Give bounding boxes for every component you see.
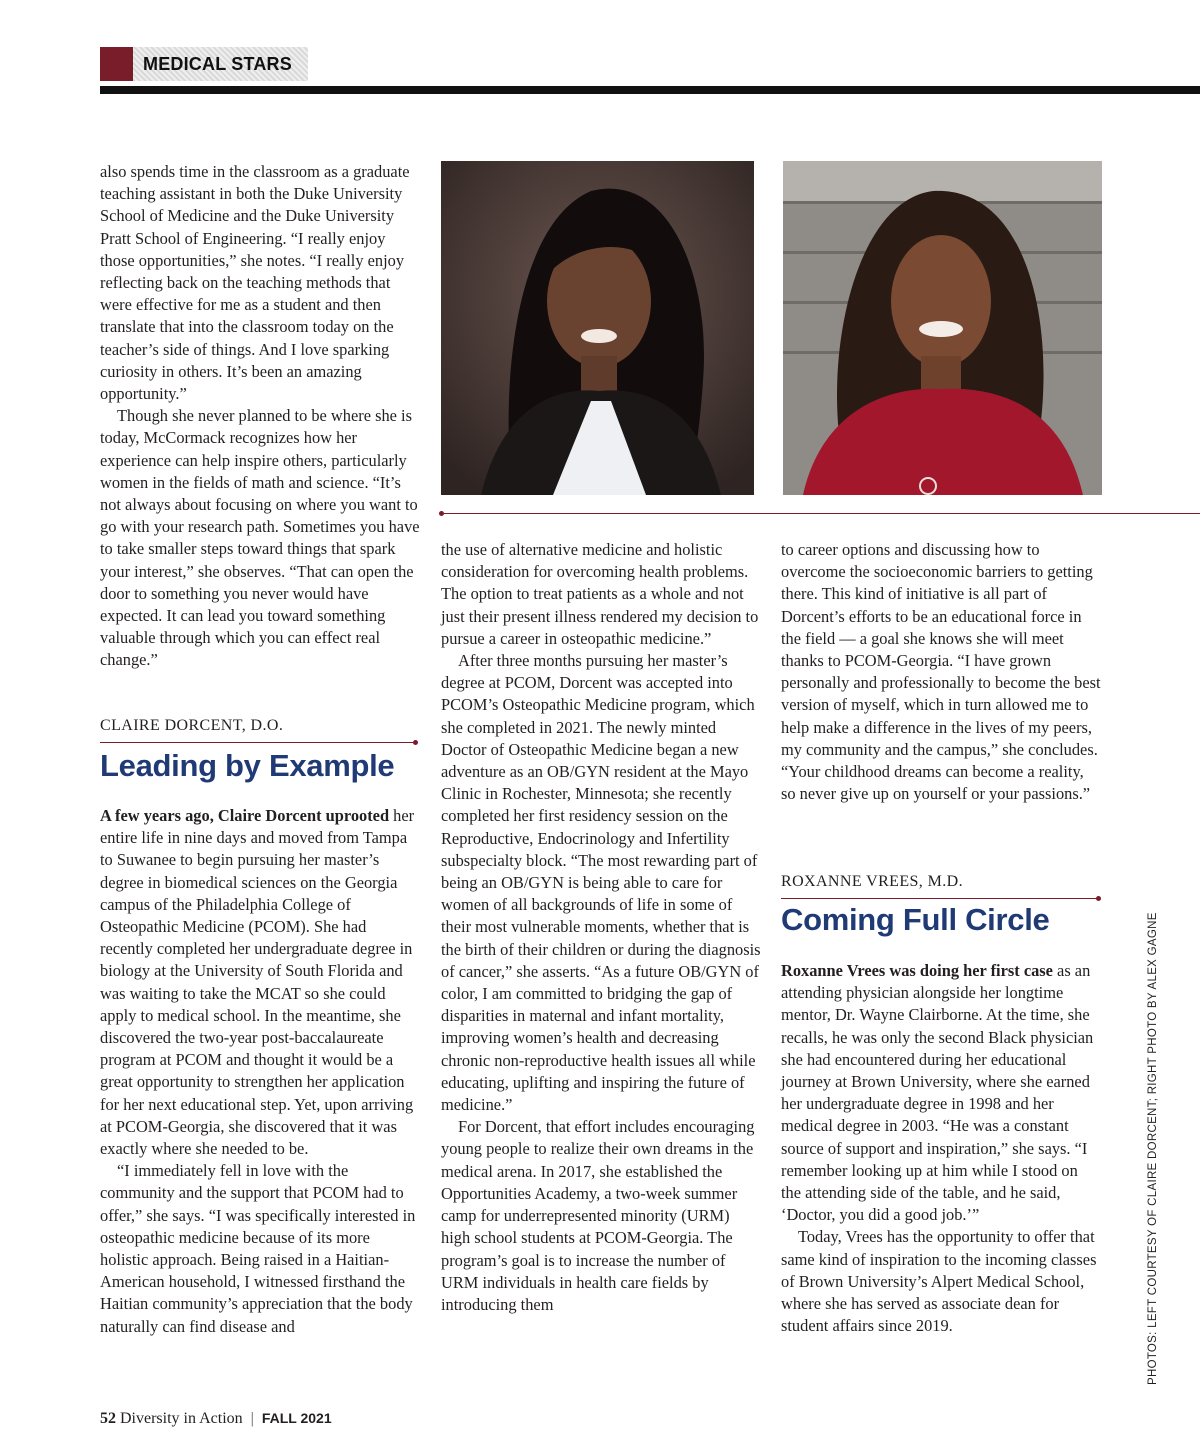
magazine-name: Diversity in Action — [120, 1410, 243, 1427]
article2-body — [781, 960, 1101, 1337]
page-number: 52 — [100, 1410, 116, 1427]
paragraph: For Dorcent, that effort includes encouraging young people to realize their own dreams in the medical arena. In 2017, she established the Opportunities Academy, a two-week summer camp for underrepresented minority (URM) high school students at PCOM-Georgia. The program’s goal is to increase the number of URM individuals in health care fields by introducing them — [441, 1117, 755, 1314]
article2-headline: Coming Full Circle — [781, 902, 1050, 937]
issue-date: FALL 2021 — [261, 1410, 332, 1426]
header-rule — [100, 86, 1200, 94]
article1-body-col2 — [441, 539, 761, 1316]
paragraph — [781, 960, 1101, 1226]
article2-rule — [781, 898, 1099, 899]
paragraph: the use of alternative medicine and holistic consideration for overcoming health problems. The option to treat patients as a whole and not just their present illness rendered my decision to pursue a career in osteopathic medicine.” — [441, 540, 759, 648]
portrait-illustration — [441, 161, 754, 495]
lead-text: her entire life in nine days and moved from Tampa to Suwanee to begin pursuing her master’s degree in biomedical sciences on the Georgia campus of the Philadelphia College of Osteopathic Medicine (PCOM). She had recently completed her undergraduate degree in biology at the University of South Florida and was waiting to take the MCAT so she could apply to medical school. In the meantime, she discovered the two-year post-baccalaureate program at PCOM and thought it would be a great opportunity to strengthen her application for her next educational step. Yet, upon arriving at PCOM-Georgia, she discovered that it was exactly where she needed to be. — [100, 806, 415, 1159]
portrait-illustration — [783, 161, 1102, 495]
section-label: MEDICAL STARS — [133, 47, 308, 81]
lead-text: as an attending physician alongside her longtime mentor, Dr. Wayne Clairborne. At the time, she recalls, he was only the second Black physician she had encountered during her educational journey at Brown University, where she earned her undergraduate degree in 1998 and her medical degree in 2003. “He was a constant source of support and inspiration,” she says. “I remember looking up at him while I stood on the attending side of the table, and he said, ‘Doctor, you did a good job.’” — [781, 961, 1094, 1225]
article2-kicker: ROXANNE VREES, M.D. — [781, 873, 963, 890]
footer-separator: | — [250, 1410, 254, 1427]
article1-body-col1 — [100, 805, 420, 1338]
paragraph: “I immediately fell in love with the community and the support that PCOM had to offer,” she says. “I was specifically interested in osteopathic medicine because of its more holistic approach. Being raised in a Haitian-American household, I witnessed firsthand the Haitian community’s appreciation that the body naturally can find disease and — [100, 1161, 416, 1336]
paragraph — [100, 805, 420, 1160]
article1-body-col3 — [781, 539, 1101, 805]
page-footer — [100, 1410, 332, 1428]
photo-claire-dorcent — [441, 161, 754, 495]
paragraph: also spends time in the classroom as a graduate teaching assistant in both the Duke University School of Medicine and the Duke University Pratt School of Engineering. “I really enjoy those opportunities,” she notes. “I really enjoy reflecting back on the teaching methods that were effective for me as a student and then translate that into the classroom today on the teacher’s side of things. And I love sparking curiosity in others. It’s been an amazing opportunity.” — [100, 162, 410, 404]
paragraph: Though she never planned to be where she is today, McCormack recognizes how her experience can help inspire others, particularly women in the fields of math and science. “It’s not always about focusing on where you want to go with your research path. Sometimes you have to take smaller steps toward things that spark your interest,” she observes. “That can open the door to something you never would have expected. It can lead you toward something valuable through which you can effect real change.” — [100, 406, 420, 670]
article1-rule — [100, 742, 416, 743]
lead-in: Roxanne Vrees was doing her first case — [781, 961, 1053, 980]
column1-continued-text — [100, 161, 420, 672]
photo-roxanne-vrees — [783, 161, 1102, 495]
lead-in: A few years ago, Claire Dorcent uprooted — [100, 806, 390, 825]
section-color-block — [100, 47, 133, 81]
paragraph: to career options and discussing how to overcome the socioeconomic barriers to getting there. This kind of initiative is all part of Dorcent’s efforts to be an educational force in the field — a goal she knows she will meet thanks to PCOM-Georgia. “I have grown personally and professionally to become the best version of myself, which in turn allowed me to help make a difference in the lives of my peers, my community and the campus,” she concludes. “Your childhood dreams can become a reality, so never give up on yourself or your passions.” — [781, 540, 1101, 804]
article1-headline: Leading by Example — [100, 748, 395, 783]
article1-kicker: CLAIRE DORCENT, D.O. — [100, 717, 284, 734]
photo-rule — [441, 513, 1200, 514]
paragraph: After three months pursuing her master’s degree at PCOM, Dorcent was accepted into PCOM’s Osteopathic Medicine program, which she completed in 2021. The newly minted Doctor of Osteopathic Medicine began a new adventure as an OB/GYN resident at the Mayo Clinic in Rochester, Minnesota; she recently completed her first residency session on the Reproductive, Endocrinology and Infertility subspecialty block. “The most rewarding part of being an OB/GYN is being able to care for women of all backgrounds of life in some of their most vulnerable moments, whether that is the birth of their children or during the diagnosis of cancer,” she asserts. “As a future OB/GYN of color, I am committed to bridging the gap of disparities in maternal and infant mortality, improving women’s health and decreasing chronic non-reproductive health issues all while educating, uplifting and inspiring the future of medicine.” — [441, 651, 761, 1115]
paragraph: Today, Vrees has the opportunity to offer that same kind of inspiration to the incoming classes of Brown University’s Alpert Medical School, where she has served as associate dean for student affairs since 2019. — [781, 1227, 1097, 1336]
photo-credit: PHOTOS: LEFT COURTESY OF CLAIRE DORCENT; RIGHT PHOTO BY ALEX GAGNE — [1147, 912, 1159, 1385]
